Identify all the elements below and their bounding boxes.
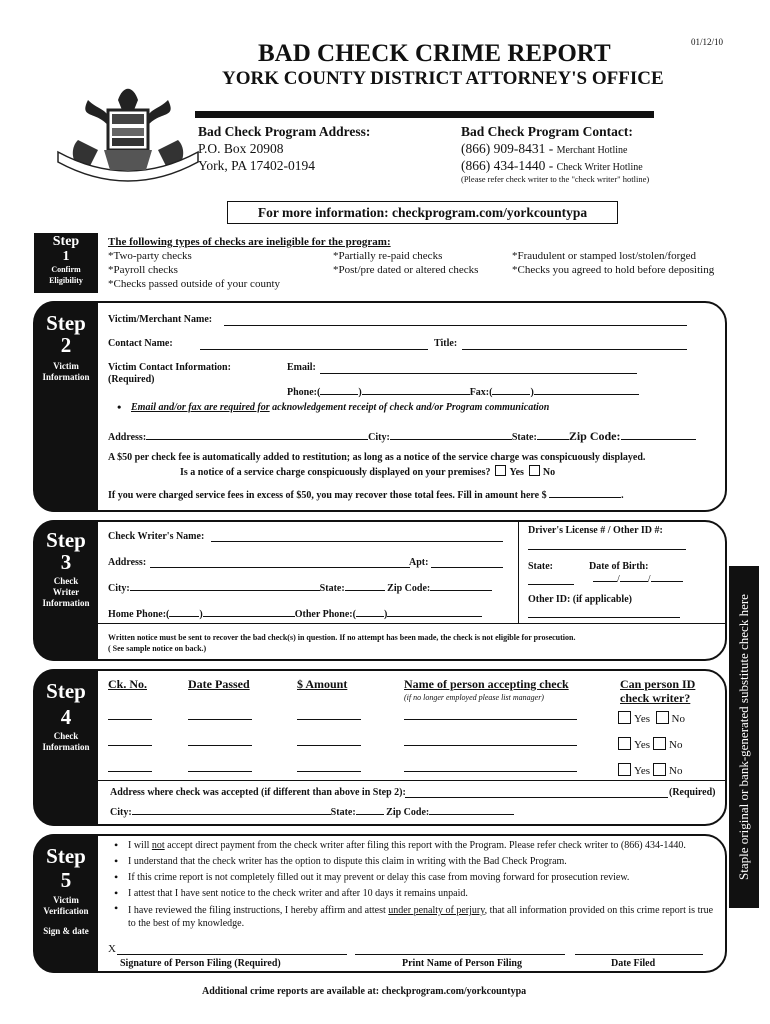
title-field[interactable] (462, 349, 687, 350)
fee-no-checkbox[interactable] (529, 465, 540, 476)
writer-name-label: Check Writer's Name: (108, 531, 205, 542)
hotline-note: (Please refer check writer to the "check writer" hotline) (461, 174, 650, 184)
writer-address-label: Address: (108, 557, 147, 568)
attest-1: • I will not accept direct payment from the check writer after filing this report with the Program. Please refer check writer to (866) 434-1440. (128, 840, 718, 851)
check-row-person[interactable] (404, 719, 577, 720)
contact-note: • Email and/or fax are required for acknowledgement receipt of check and/or Program communication (131, 402, 549, 413)
id-no-checkbox[interactable] (656, 711, 669, 724)
address-heading: Bad Check Program Address: (198, 124, 371, 139)
dl-state-label: State: (528, 561, 553, 572)
staple-text: Staple original or bank-generated substitute check here (736, 594, 751, 880)
attest-5: • I have reviewed the filing instructions, I hereby affirm and attest under penalty of perjury, that all information provided on this crime report is true to the best of my knowledge. (128, 904, 718, 930)
fee-question: Is a notice of a service charge conspicuously displayed on your premises? Yes No (180, 467, 556, 478)
check-row-amount[interactable] (297, 745, 361, 746)
check-row-amount[interactable] (297, 771, 361, 772)
step3-badge: Step 3 Check Writer Information (34, 520, 98, 661)
dob-label: Date of Birth: (589, 561, 649, 572)
col-date-passed: Date Passed (188, 677, 250, 691)
license-field[interactable] (528, 549, 686, 550)
signature-x: X (108, 943, 116, 955)
phone-row: Phone:( ) Fax:( ) (287, 387, 639, 398)
check-row-ckno[interactable] (108, 745, 152, 746)
notice-sample: ( See sample notice on back.) (108, 644, 207, 653)
address-row: Address: City: State: Zip Code: (108, 429, 696, 444)
page-title: BAD CHECK CRIME REPORT (258, 40, 611, 67)
check-row-date[interactable] (188, 745, 252, 746)
license-label: Driver's License # / Other ID #: (528, 525, 663, 536)
check-row-date[interactable] (188, 771, 252, 772)
apt-label: Apt: (409, 557, 429, 568)
other-id-label: Other ID: (if applicable) (528, 594, 632, 605)
ineligible-item: *Checks passed outside of your county (108, 278, 280, 290)
check-row-id[interactable]: Yes No (618, 763, 682, 777)
address-line1: P.O. Box 20908 (198, 141, 284, 156)
info-banner: For more information: checkprogram.com/yorkcountypa (227, 201, 618, 224)
step2-badge: Step 2 Victim Information (34, 301, 98, 512)
notice-text: Written notice must be sent to recover the bad check(s) in question. If no attempt has been made, the check is not eligible for prosecution. (108, 633, 576, 642)
victim-name-label: Victim/Merchant Name: (108, 314, 213, 325)
col-check-number: Ck. No. (108, 677, 148, 691)
check-row-date[interactable] (188, 719, 252, 720)
attest-2: • I understand that the check writer has the option to dispute this claim in writing with the Bad Check Program. (128, 856, 718, 867)
id-no-checkbox[interactable] (653, 763, 666, 776)
title-label: Title: (434, 338, 458, 349)
col-amount: $ Amount (297, 677, 348, 691)
attest-4: • I attest that I have sent notice to the check writer and after 10 days it remains unpaid. (128, 888, 718, 899)
date-filed-label: Date Filed (611, 958, 656, 969)
step5-badge: Step 5 Victim Verification Sign & date (34, 834, 98, 973)
fee-notice: A $50 per check fee is automatically added to restitution; as long as a notice of the service charge was conspicuously displayed. (108, 452, 646, 463)
fee-yes-checkbox[interactable] (495, 465, 506, 476)
victim-name-field[interactable] (224, 325, 687, 326)
contact-name-label: Contact Name: (108, 338, 173, 349)
apt-field[interactable] (431, 567, 503, 568)
form-date: 01/12/10 (691, 37, 724, 47)
accepted-address-field[interactable] (405, 797, 668, 798)
check-row-amount[interactable] (297, 719, 361, 720)
ineligible-item: *Post/pre dated or altered checks (333, 264, 479, 276)
address-line2: York, PA 17402-0194 (198, 158, 316, 173)
writer-hotline: (866) 434-1440 - Check Writer Hotline (461, 158, 643, 173)
victim-contact-label: Victim Contact Information: (108, 362, 231, 373)
step1-badge: Step 1 Confirm Eligibility (34, 233, 98, 293)
contact-name-field[interactable] (200, 349, 428, 350)
ineligible-item: *Fraudulent or stamped lost/stolen/forged (512, 250, 697, 262)
check-row-ckno[interactable] (108, 719, 152, 720)
id-yes-checkbox[interactable] (618, 763, 631, 776)
writer-phone-row: Home Phone:( ) Other Phone:( ) (108, 609, 482, 620)
other-id-field[interactable] (528, 617, 680, 618)
signature-field[interactable] (117, 954, 347, 955)
dob-field[interactable]: / / (593, 574, 683, 585)
col-id-1: Can person ID (620, 677, 696, 691)
id-yes-checkbox[interactable] (618, 711, 631, 724)
pennsylvania-seal-icon (48, 80, 208, 190)
writer-name-field[interactable] (211, 541, 503, 542)
ineligible-heading: The following types of checks are ineligible for the program: (108, 236, 391, 248)
check-row-person[interactable] (404, 771, 577, 772)
accepted-address-label: Address where check was accepted (if different than above in Step 2): (110, 787, 406, 798)
ineligible-item: *Payroll checks (108, 264, 178, 276)
id-no-checkbox[interactable] (653, 737, 666, 750)
check-row-id[interactable]: Yes No (618, 737, 682, 751)
print-name-field[interactable] (355, 954, 565, 955)
step4-badge: Step 4 Check Information (34, 669, 98, 826)
check-row-ckno[interactable] (108, 771, 152, 772)
ineligible-item: *Partially re-paid checks (333, 250, 443, 262)
writer-address-field[interactable] (150, 567, 410, 568)
accepted-required: (Required) (669, 787, 716, 798)
footer-text: Additional crime reports are available at: checkprogram.com/yorkcountypa (202, 986, 527, 997)
header-rule (195, 111, 654, 118)
fee-recover: If you were charged service fees in excess of $50, you may recover those total fees. Fill in amount here $ . (108, 490, 624, 501)
dl-state-field[interactable] (528, 584, 574, 585)
contact-heading: Bad Check Program Contact: (461, 124, 633, 139)
check-row-id[interactable]: Yes No (618, 711, 685, 725)
date-filed-field[interactable] (575, 954, 703, 955)
writer-city-row: City: State: Zip Code: (108, 583, 492, 594)
email-label: Email: (287, 362, 316, 373)
print-name-label: Print Name of Person Filing (402, 958, 522, 969)
col-person: Name of person accepting check (404, 677, 569, 691)
required-label: (Required) (108, 374, 155, 385)
ineligible-item: *Two-party checks (108, 250, 192, 262)
attest-3: • If this crime report is not completely filled out it may prevent or delay this case from moving forward for prosecution review. (128, 872, 718, 883)
col-person-note: (if no longer employed please list manager) (404, 693, 544, 702)
merchant-hotline: (866) 909-8431 - Merchant Hotline (461, 141, 628, 156)
ineligible-item: *Checks you agreed to hold before depositing (512, 264, 715, 276)
email-field[interactable] (320, 373, 637, 374)
check-row-person[interactable] (404, 745, 577, 746)
staple-tab (729, 566, 759, 908)
id-yes-checkbox[interactable] (618, 737, 631, 750)
accepted-city-row: City: State: Zip Code: (110, 807, 514, 818)
page-subtitle: YORK COUNTY DISTRICT ATTORNEY'S OFFICE (222, 68, 664, 89)
col-id-2: check writer? (620, 691, 691, 705)
signature-label: Signature of Person Filing (Required) (120, 958, 281, 969)
